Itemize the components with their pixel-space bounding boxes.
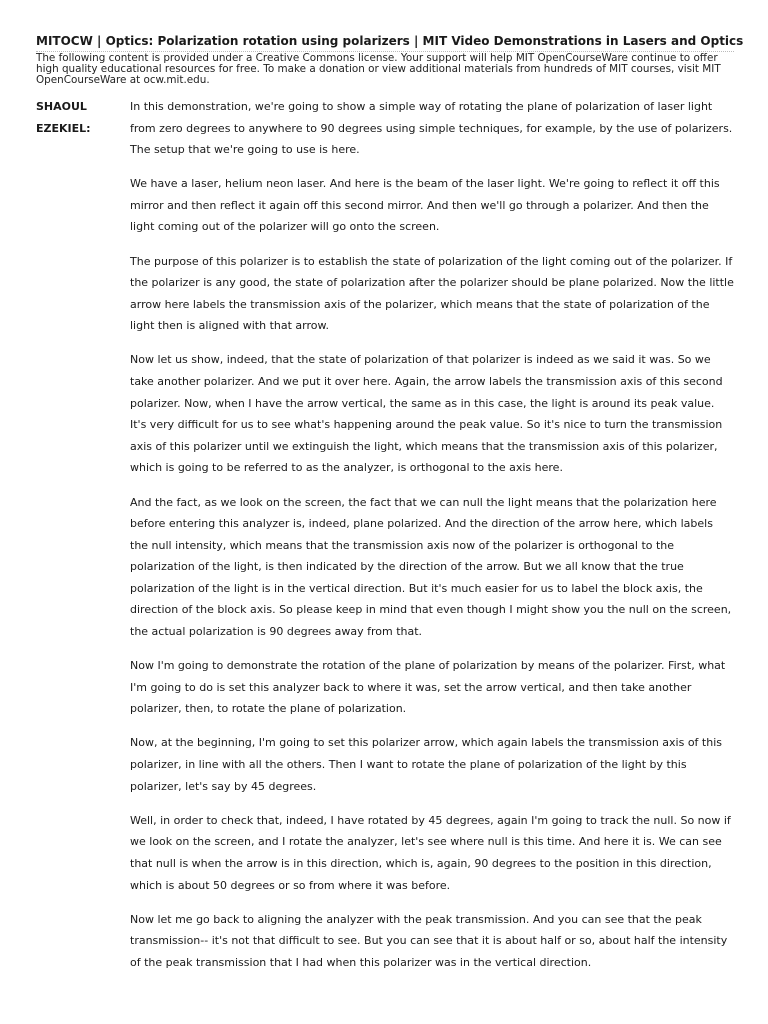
- document-title: MITOCW | Optics: Polarization rotation using polarizers | MIT Video Demonstrations in Lasers and Optics: [36, 34, 734, 52]
- speaker-last-name: EZEKIEL:: [36, 122, 91, 135]
- transcript: [36, 96, 734, 973]
- transcript-paragraph: We have a laser, helium neon laser. And here is the beam of the laser light. We're going to reflect it off this mirror and then reflect it again off this second mirror. And then we'll go through a polarizer. And then the light coming out of the polarizer will go onto the screen.: [130, 177, 720, 234]
- document-page: [36, 34, 744, 986]
- transcript-paragraph: In this demonstration, we're going to show a simple way of rotating the plane of polarization of laser light from zero degrees to anywhere to 90 degrees using simple techniques, for example, by the use of polarizers. The setup that we're going to use is here.: [130, 100, 733, 157]
- transcript-paragraph: The purpose of this polarizer is to establish the state of polarization of the light coming out of the polarizer. If the polarizer is any good, the state of polarization after the polarizer should be plane polarized. Now the little arrow here labels the transmission axis of the polarizer, which means that the state of polarization of the light then is aligned with that arrow.: [130, 254, 734, 333]
- transcript-paragraph: Now let us show, indeed, that the state of polarization of that polarizer is indeed as we said it was. So we take another polarizer. And we put it over here. Again, the arrow labels the transmission axis of this second polarizer. Now, when I have the arrow vertical, the same as in this case, the light is around its peak value. It's very difficult for us to see what's happening around the peak value. So it's nice to turn the transmission axis of this polarizer until we extinguish the light, which means that the transmission axis of this polarizer, which is going to be referred to as the analyzer, is orthogonal to the axis here.: [130, 353, 723, 475]
- transcript-body: [130, 96, 734, 973]
- license-notice: The following content is provided under a Creative Commons license. Your support will help MIT OpenCourseWare continue to offer high quality educational resources for free. To make a donation or view additional materials from hundreds of MIT courses, visit MIT OpenCourseWare at ocw.mit.edu.: [36, 52, 721, 86]
- transcript-paragraph: And the fact, as we look on the screen, the fact that we can null the light means that the polarization here before entering this analyzer is, indeed, plane polarized. And the direction of the arrow here, which labels the null intensity, which means that the transmission axis now of the polarizer is orthogonal to the polarization of the light, is then indicated by the direction of the arrow. But we all know that the true polarization of the light is in the vertical direction. But it's much easier for us to label the block axis, the direction of the block axis. So please keep in mind that even though I might show you the null on the screen, the actual polarization is 90 degrees away from that.: [130, 495, 732, 639]
- transcript-paragraph: Now I'm going to demonstrate the rotation of the plane of polarization by means of the polarizer. First, what I'm going to do is set this analyzer back to where it was, set the arrow vertical, and then take another polarizer, then, to rotate the plane of polarization.: [130, 659, 726, 716]
- transcript-paragraph: Well, in order to check that, indeed, I have rotated by 45 degrees, again I'm going to track the null. So now if we look on the screen, and I rotate the analyzer, let's see where null is this time. And here it is. We can see that null is when the arrow is in this direction, which is, again, 90 degrees to the position in this direction, which is about 50 degrees or so from where it was before.: [130, 813, 731, 892]
- transcript-paragraph: Now, at the beginning, I'm going to set this polarizer arrow, which again labels the transmission axis of this polarizer, in line with all the others. Then I want to rotate the plane of polarization of the light by this polarizer, let's say by 45 degrees.: [130, 736, 722, 793]
- speaker-name: [36, 96, 116, 140]
- transcript-paragraph: Now let me go back to aligning the analyzer with the peak transmission. And you can see that the peak transmission-- it's not that difficult to see. But you can see that it is about half or so, about half the intensity of the peak transmission that I had when this polarizer was in the vertical direction.: [130, 912, 728, 969]
- speaker-first-name: SHAOUL: [36, 100, 87, 113]
